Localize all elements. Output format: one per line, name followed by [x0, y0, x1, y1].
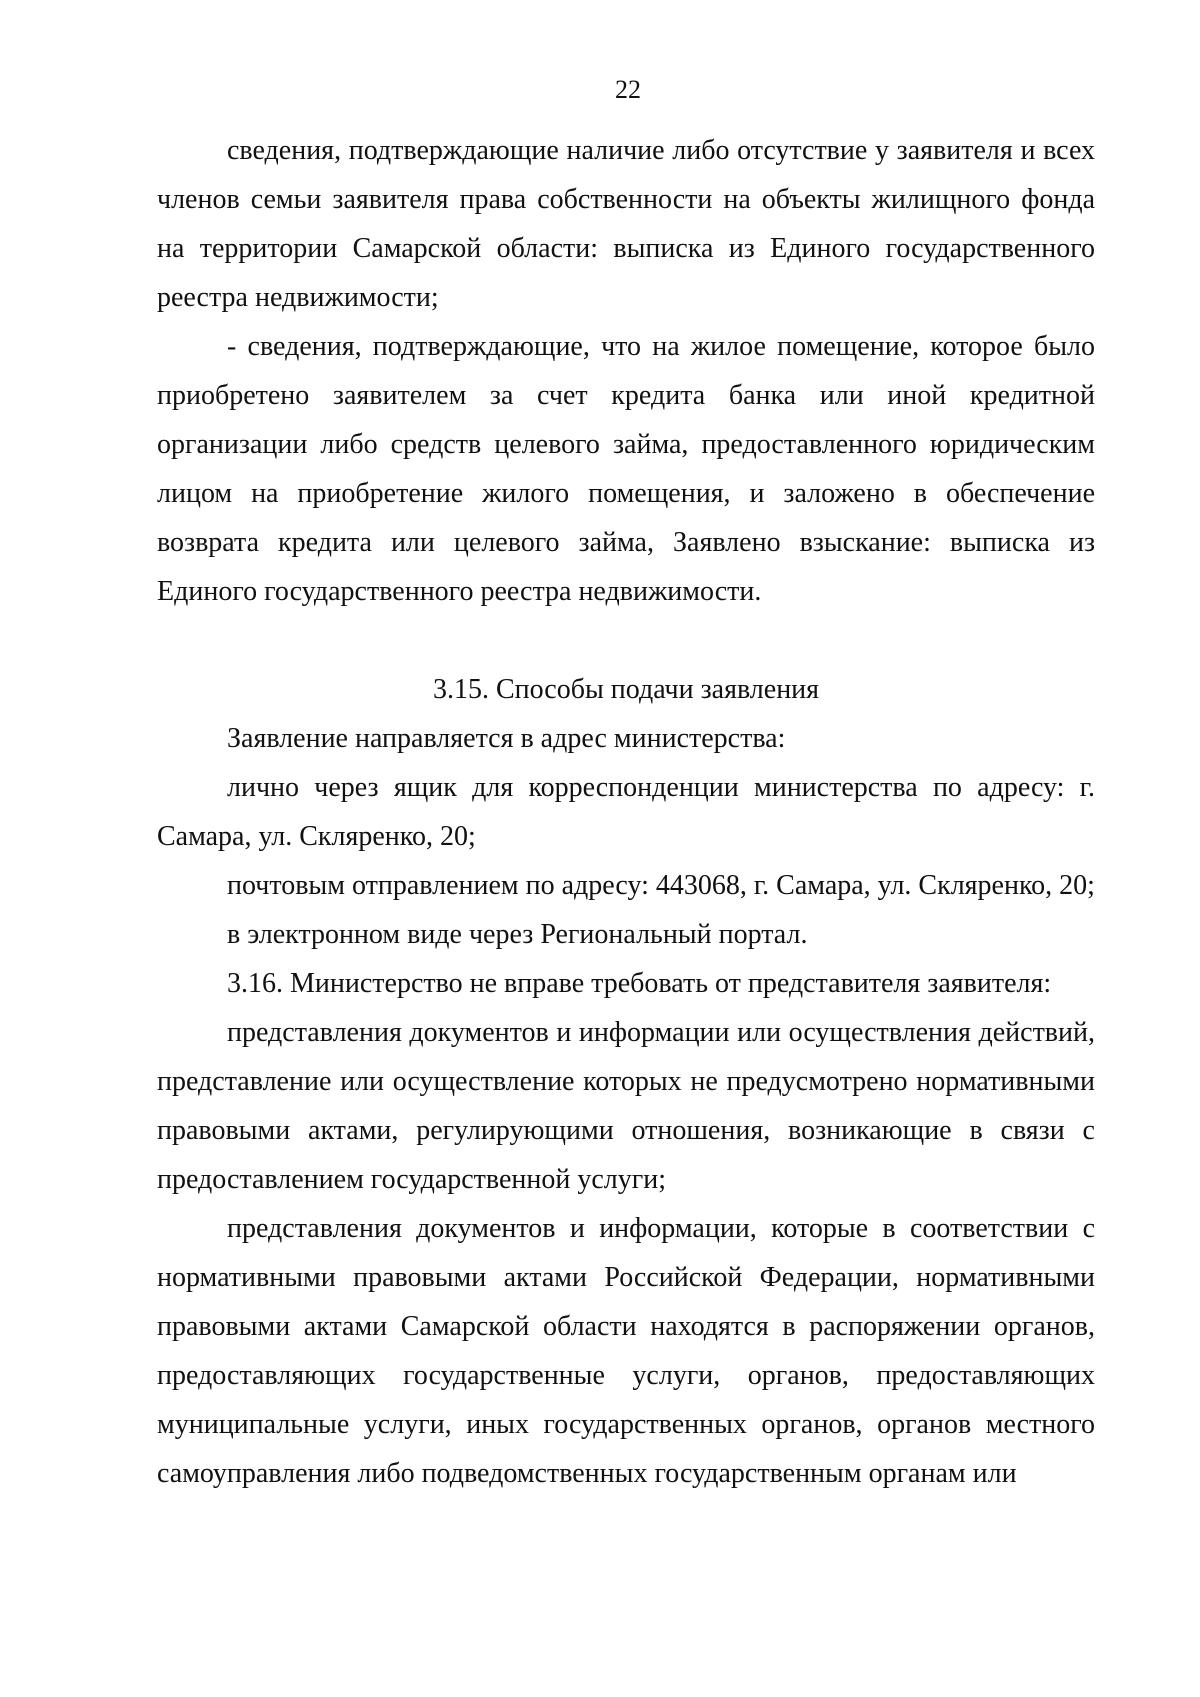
page-number: 22	[615, 75, 641, 104]
document-body	[157, 126, 1095, 1498]
paragraph-by-mail: почтовым отправлением по адресу: 443068, г. Самара, ул. Скляренко, 20;	[227, 870, 1095, 901]
paragraph-mortgage-info: - сведения, подтверждающие, что на жилое помещение, которое было приобретено заявителем за счет кредита банка или иной кредитной организации либо средств целевого займа, предоставленного юридическим лицом на приобретение жилого помещения, и заложено в обеспечение возврата кредита или целевого займа, Заявлено взыскание: выписка из Единого государственного реестра недвижимости.	[157, 331, 1095, 607]
paragraph-electronic: в электронном виде через Региональный портал.	[227, 919, 808, 950]
paragraph-property-info: сведения, подтверждающие наличие либо отсутствие у заявителя и всех членов семьи заявителя права собственности на объекты жилищного фонда на территории Самарской области: выписка из Единого государственного реестра недвижимости;	[157, 135, 1095, 313]
paragraph-submission-intro: Заявление направляется в адрес министерства:	[227, 723, 786, 754]
paragraph-in-person: лично через ящик для корреспонденции министерства по адресу: г. Самара, ул. Скляренко, 20;	[157, 772, 1095, 852]
paragraph-ministry-restrictions: 3.16. Министерство не вправе требовать от представителя заявителя:	[227, 968, 1052, 999]
paragraph-restriction-1: представления документов и информации или осуществления действий, представление или осуществление которых не предусмотрено нормативными правовыми актами, регулирующими отношения, возникающие в связи с предоставлением государственной услуги;	[157, 1017, 1095, 1195]
section-heading: 3.15. Способы подачи заявления	[432, 674, 820, 705]
paragraph-restriction-2: представления документов и информации, которые в соответствии с нормативными правовыми актами Российской Федерации, нормативными правовыми актами Самарской области находятся в распоряжении органов, предоставляющих государственные услуги, органов, предоставляющих муниципальные услуги, иных государственных органов, органов местного самоуправления либо подведомственных государственным органам или	[157, 1213, 1095, 1489]
